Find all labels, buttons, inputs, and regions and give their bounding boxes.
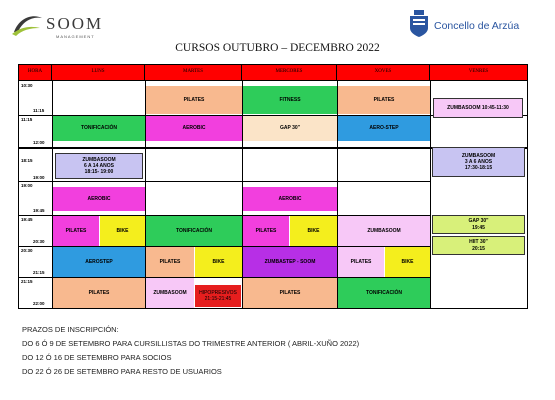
- header-xoves: XOVES: [337, 65, 430, 81]
- time-label: 18:15: [21, 158, 33, 163]
- footer-line-3: DO 12 Ó 16 DE SETEMBRO PARA SOCIOS: [22, 353, 172, 362]
- class-zumbasoom-luns-1815: [55, 153, 143, 179]
- time-label: 21:15: [21, 279, 33, 284]
- class-pilates-luns-1945: PILATES: [53, 216, 99, 246]
- time-label: 20:30: [21, 248, 33, 253]
- class-ages: 6 A 14 ANOS: [83, 162, 114, 169]
- class-aerobic-martes-1115: AEROBIC: [146, 116, 242, 141]
- class-zumbasoom-martes-2115: ZUMBASOOM: [146, 278, 194, 308]
- class-time: 17:30-18:15: [464, 165, 493, 172]
- time-label: 11:15: [21, 117, 33, 122]
- class-bike-xoves-2030: BIKE: [385, 247, 430, 277]
- class-tonificacion-luns-1115: TONIFICACIÓN: [53, 116, 145, 141]
- class-hipopresivos-martes: [195, 285, 241, 307]
- class-aerostep-luns-2030: AEROSTEP: [53, 247, 145, 277]
- footer-line-2: DO 6 Ó 9 DE SETEMBRO PARA CURSILLISTAS DO TRIMESTRE ANTERIOR ( ABRIL-XUÑO 2022): [22, 339, 360, 348]
- class-time: 20:15: [472, 245, 485, 252]
- time-label: 20:30: [33, 239, 45, 244]
- time-label: 12:00: [33, 140, 45, 145]
- time-label: 19:45: [33, 208, 45, 213]
- soom-swoosh-icon: [10, 12, 44, 38]
- class-zumbasoom-venres-morning: ZUMBASOOM 10:45-11:30: [433, 98, 523, 118]
- class-name: HIIT 30": [469, 239, 488, 246]
- class-time: 18:15- 19:00: [84, 169, 114, 176]
- time-label: 19:00: [21, 183, 33, 188]
- class-pilates-luns-2115: PILATES: [53, 278, 145, 308]
- footer-line-1: PRAZOS DE INSCRIPCIÓN:: [22, 325, 119, 334]
- class-time: 19:45: [472, 224, 485, 231]
- class-tonificacion-xoves-2115: TONIFICACIÓN: [338, 278, 430, 308]
- class-aerostep-xoves-1115: AERO-STEP: [338, 116, 430, 141]
- concello-name: Concello de Arzúa: [434, 20, 520, 32]
- class-fitness-mercores-1030: FITNESS: [243, 86, 337, 114]
- class-name: ZUMBASOOM: [461, 152, 496, 159]
- time-label: 11:15: [33, 108, 45, 113]
- class-bike-luns-1945: BIKE: [100, 216, 145, 246]
- class-name: ZUMBASOOM: [82, 156, 116, 163]
- time-label: 19:45: [21, 217, 33, 222]
- class-gap-mercores-1115: GAP 30": [243, 116, 337, 141]
- time-label: 10:30: [21, 83, 33, 88]
- header-martes: MARTES: [145, 65, 242, 81]
- footer-line-4: DO 22 Ó 26 DE SETEMBRO PARA RESTO DE USUARIOS: [22, 367, 222, 376]
- class-pilates-mercores-2115: PILATES: [243, 278, 337, 308]
- header-luns: LUNS: [52, 65, 145, 81]
- class-pilates-martes-2030: PILATES: [146, 247, 194, 277]
- schedule-table: [18, 64, 528, 309]
- concello-crest-icon: [408, 10, 430, 38]
- class-name: GAP 30": [468, 218, 489, 225]
- concello-logo: [408, 10, 548, 40]
- class-gap-venres-1945: [432, 215, 525, 234]
- class-pilates-xoves-2030: PILATES: [338, 247, 384, 277]
- class-bike-mercores-1945: BIKE: [290, 216, 337, 246]
- class-pilates-mercores-1945: PILATES: [243, 216, 289, 246]
- header-hora: HORA: [19, 65, 52, 81]
- class-tonificacion-martes-1945: TONIFICACIÓN: [146, 216, 242, 246]
- time-label: 22:00: [33, 301, 45, 306]
- class-aerobic-luns-1900: AEROBIC: [53, 187, 145, 211]
- soom-logo: [10, 12, 120, 40]
- class-zumbasoom-xoves-1945: ZUMBASOOM: [338, 216, 430, 246]
- class-aerobic-mercores-1900: AEROBIC: [243, 187, 337, 211]
- class-zumbasoom-venres-1815: [432, 147, 525, 177]
- header-venres: VENRES: [430, 65, 527, 81]
- class-bike-martes-2030: BIKE: [195, 247, 242, 277]
- page-title: CURSOS OUTUBRO – DECEMBRO 2022: [175, 42, 380, 54]
- class-ages: 3 A 6 ANOS: [464, 158, 493, 165]
- class-hiit-venres: [432, 236, 525, 255]
- time-label: 21:15: [33, 270, 45, 275]
- time-label: 19:00: [33, 175, 45, 180]
- soom-tagline: MANAGEMENT: [56, 34, 95, 39]
- class-time: 21:15-21:45: [204, 296, 232, 302]
- class-name: HIPOPRESIVOS: [199, 289, 237, 296]
- header-mercores: MERCORES: [242, 65, 337, 81]
- class-pilates-xoves-1030: PILATES: [338, 86, 430, 114]
- class-zumbastep-mercores-2030: ZUMBASTEP - SOOM: [243, 247, 337, 277]
- class-pilates-martes-1030: PILATES: [146, 86, 242, 114]
- soom-brand-text: SOOM: [46, 14, 104, 33]
